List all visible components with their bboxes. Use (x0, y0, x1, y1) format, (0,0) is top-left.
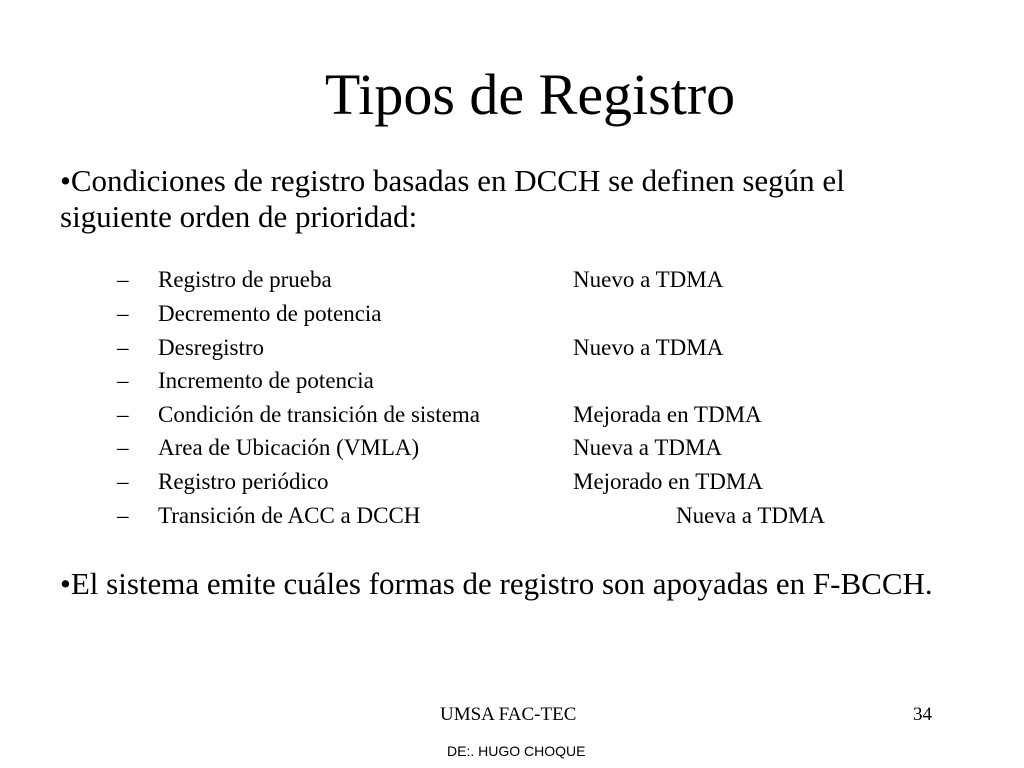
list-item (0, 364, 1024, 398)
list-item-note: Nueva a TDMA (676, 503, 826, 528)
dash-marker: – (117, 503, 129, 528)
list-item-label: Decremento de potencia (158, 301, 382, 326)
list-item (0, 398, 1024, 432)
bullet-conditions: •Condiciones de registro basadas en DCCH se definen según el siguiente orden de prioridad: (60, 163, 845, 234)
list-item (0, 331, 1024, 365)
dash-marker: – (117, 301, 129, 326)
dash-marker: – (117, 267, 129, 292)
footer-author: DE:. HUGO CHOQUE (447, 743, 586, 759)
list-item (0, 263, 1024, 297)
dash-marker: – (117, 335, 129, 360)
list-item-label: Incremento de potencia (158, 368, 374, 393)
list-item (0, 431, 1024, 465)
list-item-note: Mejorada en TDMA (573, 402, 762, 427)
list-item-label: Registro periódico (158, 469, 329, 494)
list-item-label: Desregistro (158, 335, 265, 360)
list-item-label: Transición de ACC a DCCH (158, 503, 421, 528)
list-item-label: Area de Ubicación (VMLA) (158, 435, 420, 460)
list-item-note: Nueva a TDMA (573, 435, 723, 460)
bullet-system: •El sistema emite cuáles formas de registro son apoyadas en F-BCCH. (60, 566, 933, 601)
slide-title: Tipos de Registro (324, 62, 736, 127)
list-item (0, 499, 1024, 533)
list-item-note: Nuevo a TDMA (573, 267, 724, 292)
dash-marker: – (117, 368, 129, 393)
list-item-label: Condición de transición de sistema (158, 402, 480, 427)
dash-marker: – (117, 435, 129, 460)
footer-org: UMSA FAC-TEC (440, 704, 577, 725)
list-item (0, 465, 1024, 499)
dash-marker: – (117, 402, 129, 427)
list-item-note: Nuevo a TDMA (573, 335, 724, 360)
list-item-note: Mejorado en TDMA (573, 469, 763, 494)
page-number: 34 (913, 704, 932, 725)
dash-marker: – (117, 469, 129, 494)
list-item (0, 297, 1024, 331)
list-item-label: Registro de prueba (158, 267, 332, 292)
